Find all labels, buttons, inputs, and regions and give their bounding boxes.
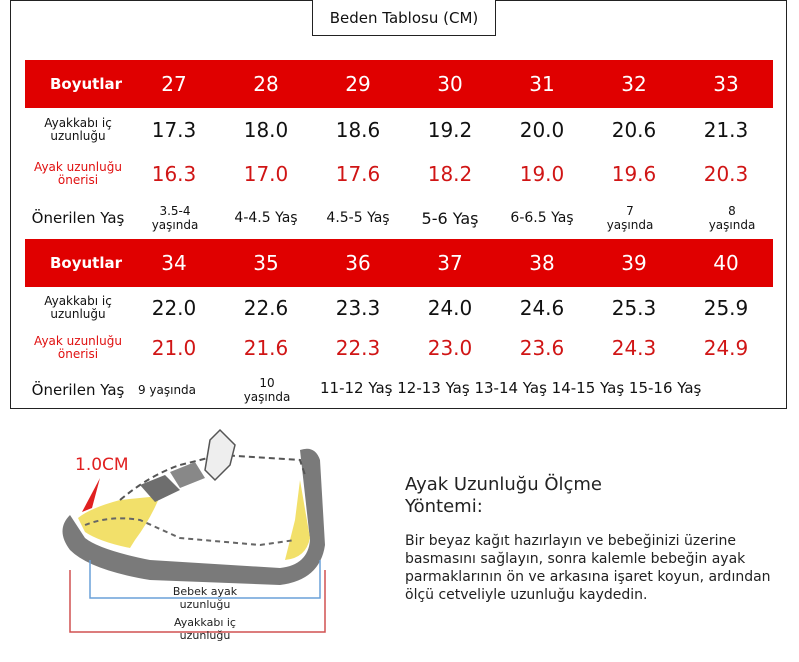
age-row-1 <box>25 198 773 238</box>
age-label: Önerilen Yaş <box>31 381 125 399</box>
inner-length-cell: 20.6 <box>611 118 657 142</box>
inner-length-cell: 18.0 <box>243 118 289 142</box>
header-label: Boyutlar <box>49 254 123 272</box>
foot-length-cell: 17.6 <box>335 162 381 186</box>
header-label: Boyutlar <box>49 75 123 93</box>
inner-length-row-2 <box>25 288 773 328</box>
foot-length-row-1 <box>25 154 773 194</box>
inner-length-label-1: Ayakkabı iç <box>174 616 236 629</box>
foot-length-cell: 23.0 <box>427 336 473 360</box>
inner-length-cell: 21.3 <box>703 118 749 142</box>
inner-length-label: Ayakkabı iç uzunluğu <box>44 294 112 321</box>
baby-foot-label-1: Bebek ayak <box>172 585 238 598</box>
size-cell: 35 <box>253 251 279 275</box>
inner-length-cell: 25.3 <box>611 296 657 320</box>
inner-length-cell: 17.3 <box>151 118 197 142</box>
age-cell: 4-4.5 Yaş <box>234 210 298 226</box>
header-row-1 <box>25 60 773 108</box>
shoe-illustration <box>30 420 380 658</box>
age-range-line: 11-12 Yaş 12-13 Yaş 13-14 Yaş 14-15 Yaş 15-16 Yaş <box>320 379 702 397</box>
foot-length-cell: 20.3 <box>703 162 749 186</box>
size-cell: 28 <box>253 72 279 96</box>
foot-length-row-2 <box>25 328 773 368</box>
foot-length-cell: 21.6 <box>243 336 289 360</box>
age-cell: 7 yaşında <box>606 204 654 232</box>
age-cell: 8 yaşında <box>708 204 756 232</box>
inner-length-cell: 23.3 <box>335 296 381 320</box>
foot-length-cell: 18.2 <box>427 162 473 186</box>
inner-length-cell: 25.9 <box>703 296 749 320</box>
foot-length-cell: 16.3 <box>151 162 197 186</box>
age-cell: 4.5-5 Yaş <box>326 210 390 226</box>
header-row-2 <box>25 239 773 287</box>
size-cell: 39 <box>621 251 647 275</box>
foot-length-cell: 23.6 <box>519 336 565 360</box>
age-cell: 5-6 Yaş <box>421 208 479 228</box>
size-cell: 27 <box>161 72 187 96</box>
size-cell: 32 <box>621 72 647 96</box>
size-cell: 29 <box>345 72 371 96</box>
inner-length-cell: 24.6 <box>519 296 565 320</box>
size-cell: 31 <box>529 72 555 96</box>
age-label: Önerilen Yaş <box>31 209 125 227</box>
age-cell: 6-6.5 Yaş <box>510 210 574 226</box>
foot-length-cell: 17.0 <box>243 162 289 186</box>
size-cell: 36 <box>345 251 371 275</box>
size-cell: 30 <box>437 72 463 96</box>
callout-arrow-icon <box>82 478 100 512</box>
inner-length-label-2: uzunluğu <box>179 629 231 642</box>
foot-length-cell: 21.0 <box>151 336 197 360</box>
size-cell: 33 <box>713 72 739 96</box>
inner-length-cell: 22.0 <box>151 296 197 320</box>
size-cell: 34 <box>161 251 187 275</box>
inner-length-cell: 18.6 <box>335 118 381 142</box>
shoe-measurement-diagram <box>30 420 380 658</box>
inner-length-row-1 <box>25 110 773 150</box>
age-cell: 9 yaşında <box>137 383 197 397</box>
inner-length-label: Ayakkabı iç uzunluğu <box>44 116 112 143</box>
foot-length-cell: 22.3 <box>335 336 381 360</box>
size-cell: 40 <box>713 251 739 275</box>
age-cell: 10 yaşında <box>243 376 291 404</box>
foot-length-label: Ayak uzunluğu önerisi <box>34 160 122 187</box>
method-title: Ayak Uzunluğu Ölçme Yöntemi: <box>405 474 602 517</box>
foot-length-cell: 19.0 <box>519 162 565 186</box>
size-cell: 38 <box>529 251 555 275</box>
inner-length-cell: 20.0 <box>519 118 565 142</box>
callout-label: 1.0CM <box>75 455 129 475</box>
method-text: Bir beyaz kağıt hazırlayın ve bebeğinizi üzerine basmasını sağlayın, sonra kalemle bebeğin ayak parmaklarının ön ve arkasına işaret koyun, ardından ölçü cetveliyle uzunluğu kaydedin. <box>405 533 771 603</box>
ankle-shape <box>205 430 235 480</box>
age-cell: 3.5-4 yaşında <box>151 204 199 232</box>
foot-length-label: Ayak uzunluğu önerisi <box>34 334 122 361</box>
foot-length-cell: 19.6 <box>611 162 657 186</box>
size-cell: 37 <box>437 251 463 275</box>
foot-length-cell: 24.9 <box>703 336 749 360</box>
inner-length-cell: 22.6 <box>243 296 289 320</box>
size-chart-title: Beden Tablosu (CM) <box>312 0 496 36</box>
baby-foot-label-2: uzunluğu <box>179 598 231 611</box>
foot-length-cell: 24.3 <box>611 336 657 360</box>
inner-length-cell: 19.2 <box>427 118 473 142</box>
inner-length-cell: 24.0 <box>427 296 473 320</box>
